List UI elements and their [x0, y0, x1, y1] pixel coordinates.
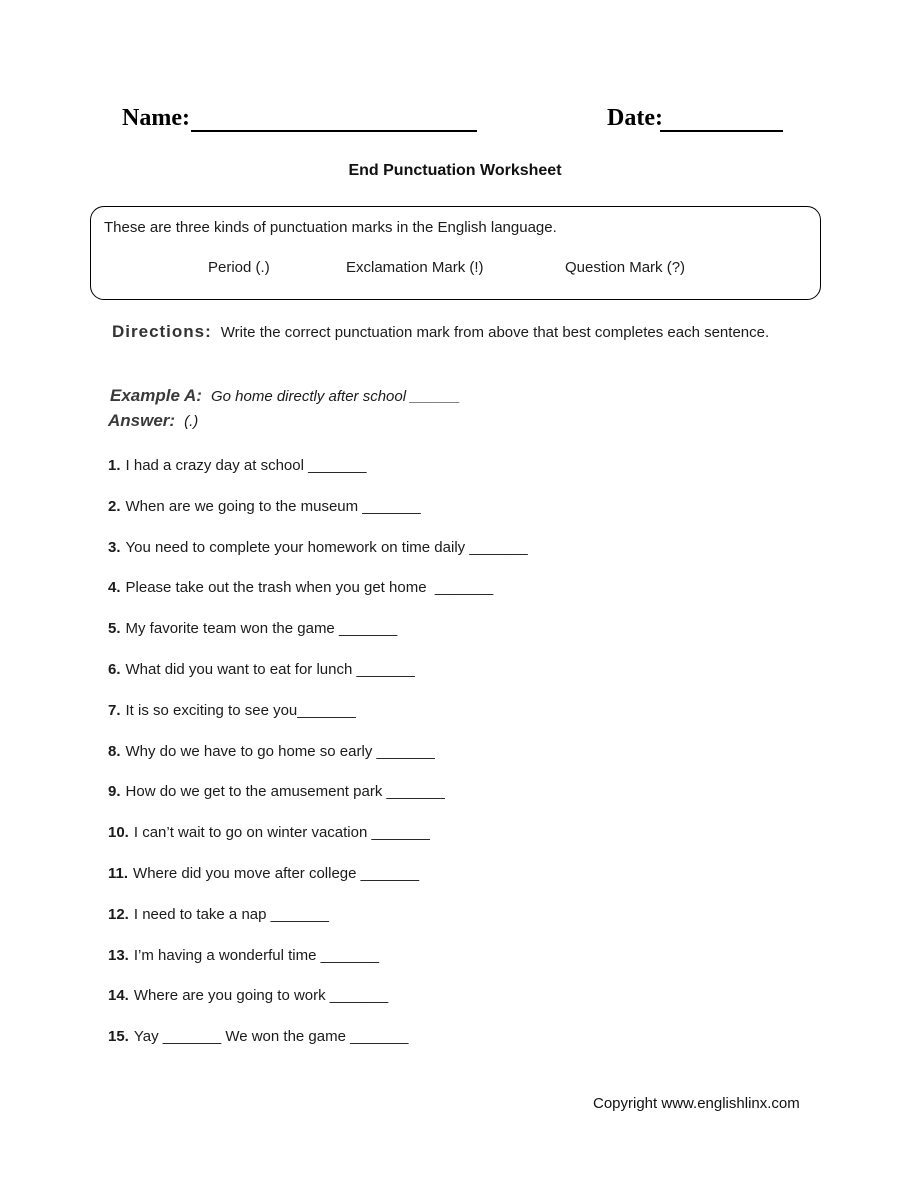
question-row [108, 823, 528, 842]
copyright-text: Copyright www.englishlinx.com [593, 1095, 800, 1112]
example-label: Example A: [110, 386, 202, 405]
question-row [108, 538, 528, 557]
question-row [108, 578, 528, 597]
question-row [108, 742, 528, 761]
question-text: How do we get to the amusement park _______ [125, 783, 445, 801]
question-number: 12. [108, 905, 129, 923]
punctuation-marks-row [91, 259, 820, 279]
question-text: Please take out the trash when you get home _______ [125, 579, 494, 597]
date-label: Date: [607, 105, 663, 131]
punctuation-info-box [90, 206, 821, 300]
worksheet-title: End Punctuation Worksheet [348, 162, 562, 179]
question-number: 15. [108, 1028, 129, 1046]
question-number: 13. [108, 946, 129, 964]
question-text: What did you want to eat for lunch _______ [125, 660, 415, 678]
question-number: 6. [108, 660, 121, 678]
question-list [108, 456, 528, 1046]
question-text: I can’t wait to go on winter vacation _______ [133, 824, 430, 842]
date-blank-line[interactable] [660, 130, 783, 132]
question-row [108, 456, 528, 475]
question-number: 3. [108, 538, 121, 556]
punctuation-mark-period: Period (.) [208, 259, 270, 276]
question-text: I need to take a nap _______ [133, 905, 330, 923]
question-text: Why do we have to go home so early _______ [125, 742, 435, 760]
question-number: 11. [108, 864, 129, 882]
question-number: 1. [108, 457, 121, 474]
question-row [108, 986, 528, 1005]
question-number: 9. [108, 783, 121, 801]
name-blank-line[interactable] [191, 130, 477, 132]
question-text: It is so exciting to see you_______ [125, 701, 356, 719]
question-row [108, 660, 528, 679]
punctuation-mark-exclamation: Exclamation Mark (!) [346, 259, 484, 276]
question-row [108, 1027, 528, 1046]
question-row [108, 905, 528, 924]
question-text: When are we going to the museum _______ [125, 497, 421, 515]
question-number: 10. [108, 824, 129, 842]
question-text: Yay _______ We won the game _______ [133, 1028, 409, 1046]
answer-value: (.) [184, 413, 199, 430]
question-number: 7. [108, 701, 121, 719]
answer-label: Answer: [108, 411, 176, 430]
question-number: 2. [108, 497, 121, 515]
question-text: My favorite team won the game _______ [125, 620, 398, 638]
example-sentence: Go home directly after school ______ [210, 388, 461, 405]
question-row [108, 497, 528, 516]
directions-block [108, 317, 784, 348]
question-text: I had a crazy day at school _______ [125, 457, 367, 474]
info-box-intro: These are three kinds of punctuation marks in the English language. [104, 219, 557, 236]
question-row [108, 864, 528, 883]
question-text: You need to complete your homework on time daily _______ [125, 538, 528, 556]
question-text: I’m having a wonderful time _______ [133, 946, 380, 964]
question-number: 8. [108, 742, 121, 760]
name-label: Name: [122, 105, 190, 131]
question-text: Where are you going to work _______ [133, 987, 389, 1005]
question-number: 14. [108, 987, 129, 1005]
example-row [110, 386, 460, 406]
question-row [108, 701, 528, 720]
question-text: Where did you move after college _______ [133, 864, 420, 882]
question-number: 4. [108, 579, 121, 597]
answer-row [108, 411, 198, 431]
question-row [108, 619, 528, 638]
question-row [108, 782, 528, 801]
question-row [108, 946, 528, 965]
punctuation-mark-question: Question Mark (?) [565, 259, 686, 276]
directions-text: Write the correct punctuation mark from above that best completes each sentence. [220, 324, 770, 341]
directions-label: Directions: [112, 322, 212, 341]
question-number: 5. [108, 620, 121, 638]
